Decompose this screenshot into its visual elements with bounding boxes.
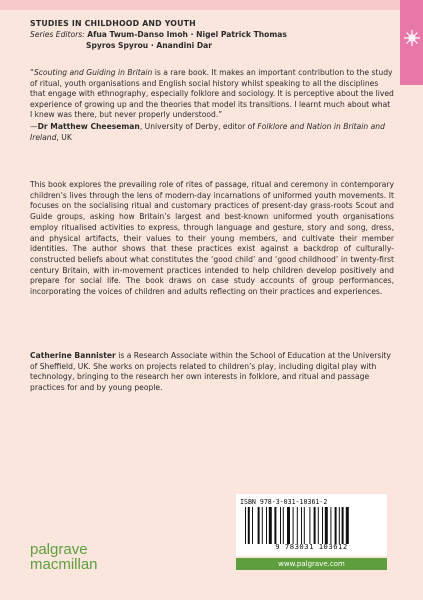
publisher-name-line2: macmillan bbox=[30, 556, 98, 573]
quote-text bbox=[30, 68, 394, 121]
endorsement-quote bbox=[30, 68, 394, 143]
bio-text bbox=[30, 351, 394, 394]
top-band bbox=[0, 0, 400, 10]
bio-body: is a Research Associate within the School of Education at the University of Sheffield, UK. She works on projects related to children’s play, including digital play with technology, bringing to the research her own interests in folklore, and ritual and passage practices for and by young people. bbox=[30, 351, 391, 393]
attribution-book: Folklore and Nation in Britain and Ireland bbox=[30, 121, 385, 142]
isbn-text: ISBN 978-3-031-10361-2 bbox=[240, 498, 328, 506]
quote-book-title: Scouting and Guiding in Britain bbox=[33, 68, 153, 77]
publisher-logo bbox=[30, 543, 98, 572]
attribution-affiliation: , University of Derby, editor of bbox=[139, 121, 258, 131]
editors-line-1: Afua Twum-Danso Imoh · Nigel Patrick Thomas bbox=[87, 30, 287, 39]
attribution-dash: — bbox=[30, 121, 38, 131]
barcode-digits: 9 783031 103612 bbox=[275, 542, 348, 551]
barcode bbox=[236, 494, 387, 556]
open-quote-mark: “ bbox=[30, 68, 34, 77]
editors-line-2: Spyros Spyrou · Anandini Dar bbox=[86, 41, 213, 50]
book-description bbox=[30, 180, 394, 298]
editors-label: Series Editors: bbox=[30, 30, 85, 39]
series-editors bbox=[30, 29, 360, 40]
publisher-url[interactable]: www.palgrave.com bbox=[236, 558, 387, 570]
author-bio bbox=[30, 351, 394, 394]
series-title: STUDIES IN CHILDHOOD AND YOUTH bbox=[30, 19, 196, 28]
springer-logo-icon bbox=[403, 29, 421, 47]
attribution-country: , UK bbox=[56, 132, 72, 142]
series-block bbox=[30, 18, 360, 51]
quote-attribution bbox=[30, 122, 394, 143]
quote-body: is a rare book. It makes an important contribution to the study of ritual, youth organisations and English social history whilst speaking to all the disciplines that engage with ethnography, especially folklore and sociology. It is perceptive about the lived experience of growing up and the theories that model its transitions. I learnt much about what I knew was there, but never properly understood.” bbox=[30, 68, 394, 120]
barcode-bars-icon bbox=[245, 507, 379, 544]
author-name: Catherine Bannister bbox=[30, 351, 116, 360]
attribution-name: Dr Matthew Cheeseman bbox=[37, 121, 140, 131]
description-text: This book explores the prevailing role of rites of passage, ritual and ceremony in contemporary children’s lives through the lens of modern-day incarnations of uniformed youth movements. It focuses on the socialising ritual and customary practices of present-day grass-roots Scout and Guide groups, asking how Britain’s largest and best-known uniformed youth organisations employ ritualised activities to express, through language and gesture, story and song, dress, and physical artifacts, their values to their young members, and cultivate their member identities. The author shows that these practices exist against a backdrop of culturally-constructed beliefs about what constitutes the ‘good child’ and ‘good childhood’ in twenty-first century Britain, with in-movement practices intended to help children develop positively and prepare for social life. The book draws on case study accounts of group performances, incorporating the voices of children and adults reflecting on their practices and experiences. bbox=[30, 180, 394, 297]
springer-corner-tab bbox=[400, 0, 423, 85]
publisher-name-line1: palgrave bbox=[30, 541, 88, 558]
